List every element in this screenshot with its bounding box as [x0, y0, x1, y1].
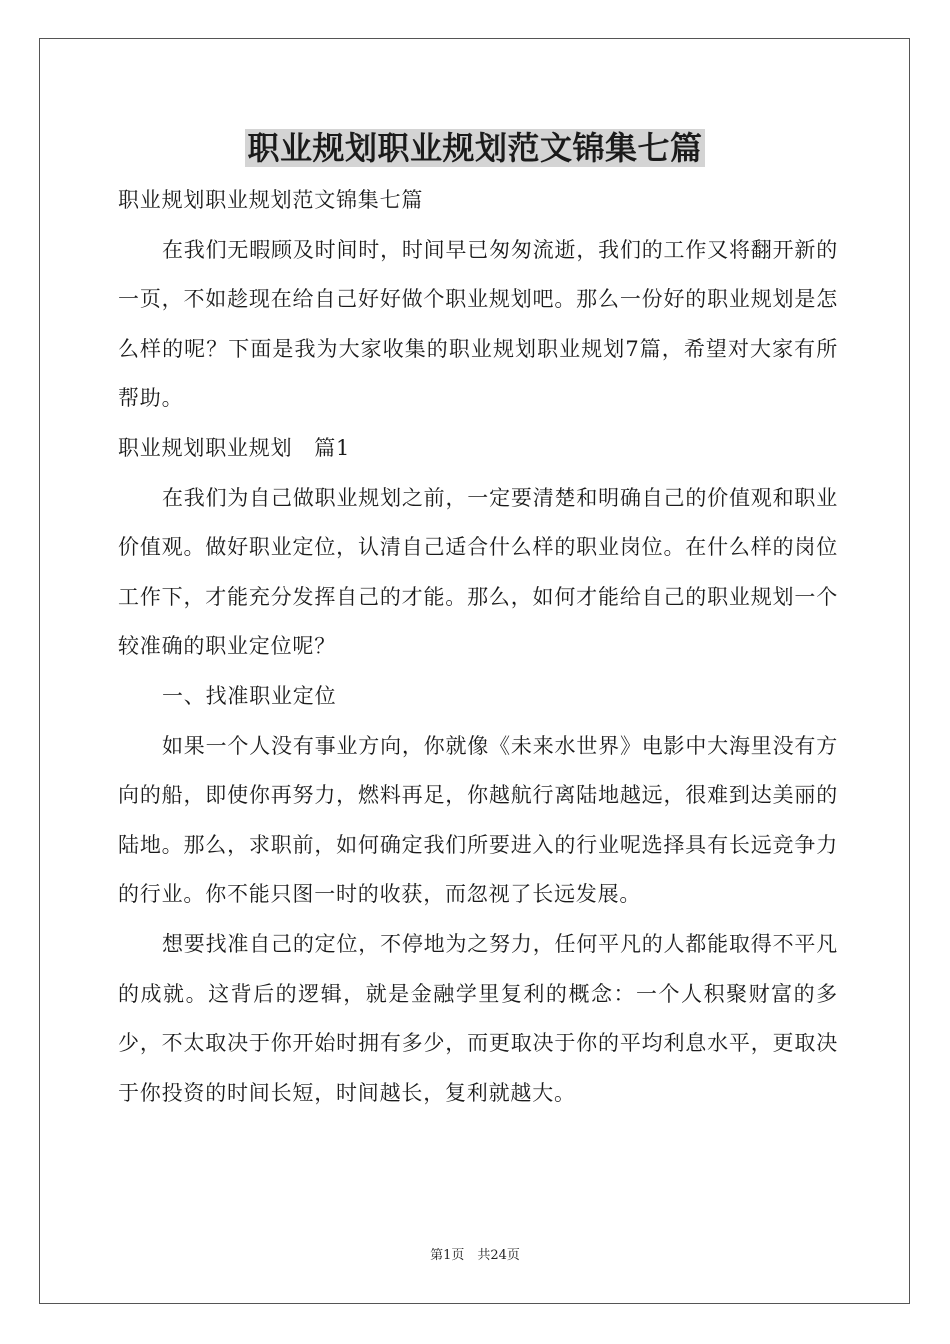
section-heading-1: 职业规划职业规划 篇1: [118, 435, 351, 460]
paragraph-compound-interest: 想要找准自己的定位，不停地为之努力，任何平凡的人都能取得不平凡的成就。这背后的逻辑，就是金融学里复利的概念：一个人积聚财富的多少，不太取决于你开始时拥有多少，而更取决于你的平均利息水平，更取决于你投资的时间长短，时间越长，复利就越大。: [118, 931, 838, 1105]
paragraph-intro: 在我们无暇顾及时间时，时间早已匆匆流逝，我们的工作又将翻开新的一页，不如趁现在给自己好好做个职业规划吧。那么一份好的职业规划是怎么样的呢？下面是我为大家收集的职业规划职业规划7篇，希望对大家有所帮助。: [118, 237, 838, 411]
paragraph-subtitle: 职业规划职业规划范文锦集七篇: [118, 188, 424, 212]
page-number-label: 第1页 共24页: [430, 1248, 520, 1263]
paragraph-section1: 在我们为自己做职业规划之前，一定要清楚和明确自己的价值观和职业价值观。做好职业定位，认清自己适合什么样的职业岗位。在什么样的岗位工作下，才能充分发挥自己的才能。那么，如何才能给自己的职业规划一个较准确的职业定位呢？: [118, 485, 838, 659]
subheading-find-position: 一、找准职业定位: [162, 683, 337, 708]
document-title-wrap: [0, 126, 950, 170]
document-body: [118, 176, 838, 1118]
paragraph-career-direction: 如果一个人没有事业方向，你就像《未来水世界》电影中大海里没有方向的船，即使你再努力，燃料再足，你越航行离陆地越远，很难到达美丽的陆地。那么，求职前，如何确定我们所要进入的行业呢选择具有长远竞争力的行业。你不能只图一时的收获，而忽视了长远发展。: [118, 733, 838, 907]
document-title: 职业规划职业规划范文锦集七篇: [247, 129, 703, 167]
page-footer: [0, 1246, 950, 1266]
